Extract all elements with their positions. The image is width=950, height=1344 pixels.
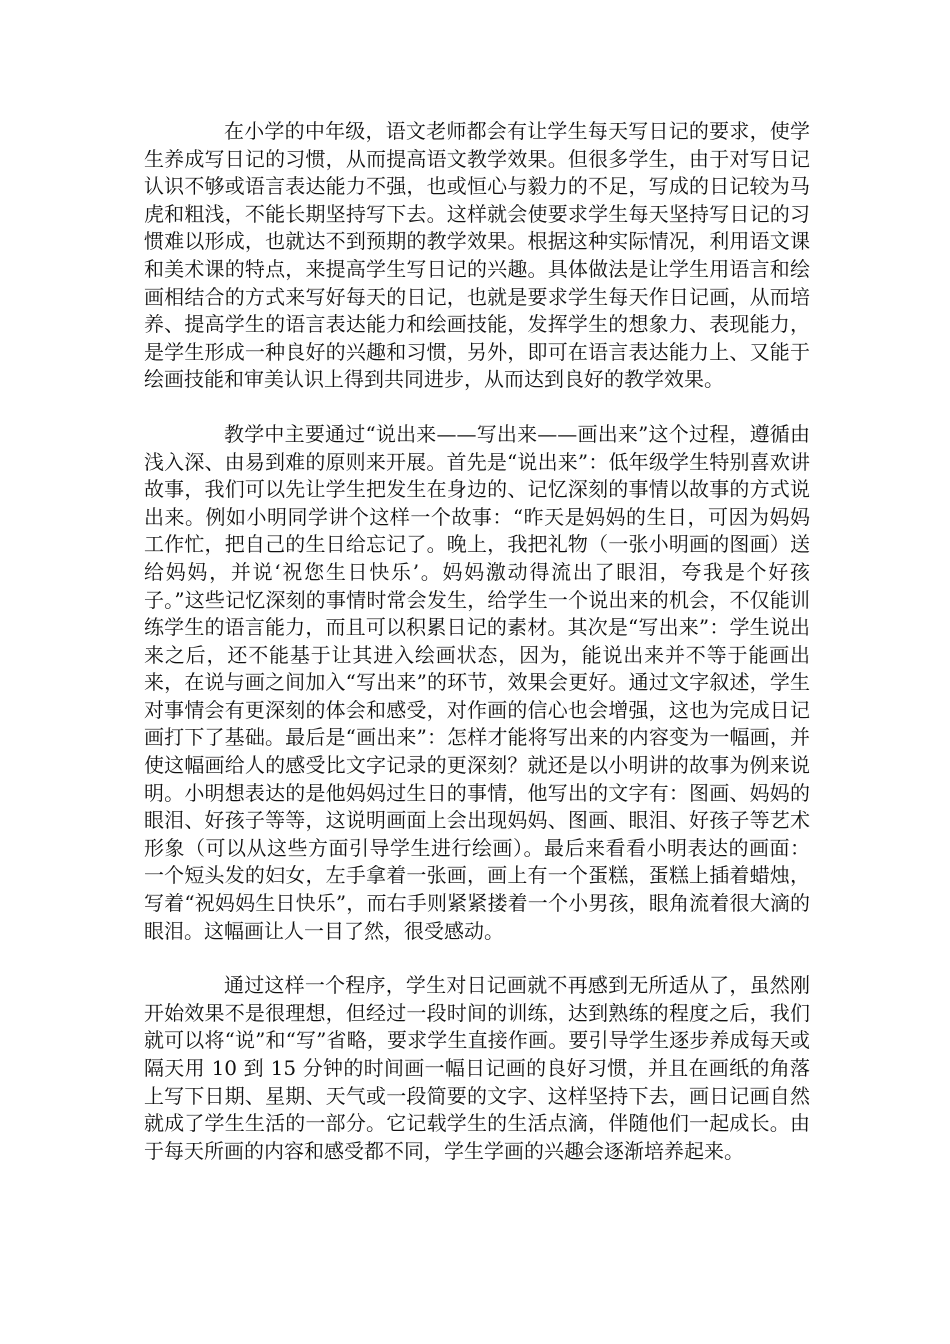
paragraph-2: 教学中主要通过“说出来——写出来——画出来”这个过程，遵循由浅入深、由易到难的原则来开展。首先是“说出来”：低年级学生特别喜欢讲故事，我们可以先让学生把发生在身边的、记忆深刻的事情以故事的方式说出来。例如小明同学讲个这样一个故事：“昨天是妈妈的生日，可因为妈妈工作忙，把自己的生日给忘记了。晚上，我把礼物（一张小明画的图画）送给妈妈，并说‘祝您生日快乐’。妈妈激动得流出了眼泪，夸我是个好孩子。”这些记忆深刻的事情时常会发生，给学生一个说出来的机会，不仅能训练学生的语言能力，而且可以积累日记的素材。其次是“写出来”：学生说出来之后，还不能基于让其进入绘画状态，因为，能说出来并不等于能画出来，在说与画之间加入“写出来”的环节，效果会更好。通过文字叙述，学生对事情会有更深刻的体会和感受，对作画的信心也会增强，这也为完成日记画打下了基础。最后是“画出来”：怎样才能将写出来的内容变为一幅画，并使这幅画给人的感受比文字记录的更深刻？就还是以小明讲的故事为例来说明。小明想表达的是他妈妈过生日的事情，他写出的文字有：图画、妈妈的眼泪、好孩子等等，这说明画面上会出现妈妈、图画、眼泪、好孩子等艺术形象（可以从这些方面引导学生进行绘画）。最后来看看小明表达的画面：一个短头发的妇女，左手拿着一张画，画上有一个蛋糕，蛋糕上插着蜡烛，写着“祝妈妈生日快乐”，而右手则紧紧搂着一个小男孩，眼角流着很大滴的眼泪。这幅画让人一目了然，很受感动。: [144, 421, 810, 943]
paragraph-1: 在小学的中年级，语文老师都会有让学生每天写日记的要求，使学生养成写日记的习惯，从而提高语文教学效果。但很多学生，由于对写日记认识不够或语言表达能力不强，也或恒心与毅力的不足，写成的日记较为马虎和粗浅，不能长期坚持写下去。这样就会使要求学生每天坚持写日记的习惯难以形成，也就达不到预期的教学效果。根据这种实际情况，利用语文课和美术课的特点，来提高学生写日记的兴趣。具体做法是让学生用语言和绘画相结合的方式来写好每天的日记，也就是要求学生每天作日记画，从而培养、提高学生的语言表达能力和绘画技能，发挥学生的想象力、表现能力，是学生形成一种良好的兴趣和习惯，另外，即可在语言表达能力上、又能于绘画技能和审美认识上得到共同进步，从而达到良好的教学效果。: [144, 119, 810, 392]
paragraph-3: 通过这样一个程序，学生对日记画就不再感到无所适从了，虽然刚开始效果不是很理想，但经过一段时间的训练，达到熟练的程度之后，我们就可以将“说”和“写”省略，要求学生直接作画。要引导学生逐步养成每天或隔天用 10 到 15 分钟的时间画一幅日记画的良好习惯，并且在画纸的角落上写下日期、星期、天气或一段简要的文字、这样坚持下去，画日记画自然就成了学生生活的一部分。它记载学生的生活点滴，伴随他们一起成长。由于每天所画的内容和感受都不同，学生学画的兴趣会逐渐培养起来。: [144, 973, 810, 1163]
document-page: [144, 118, 810, 1165]
